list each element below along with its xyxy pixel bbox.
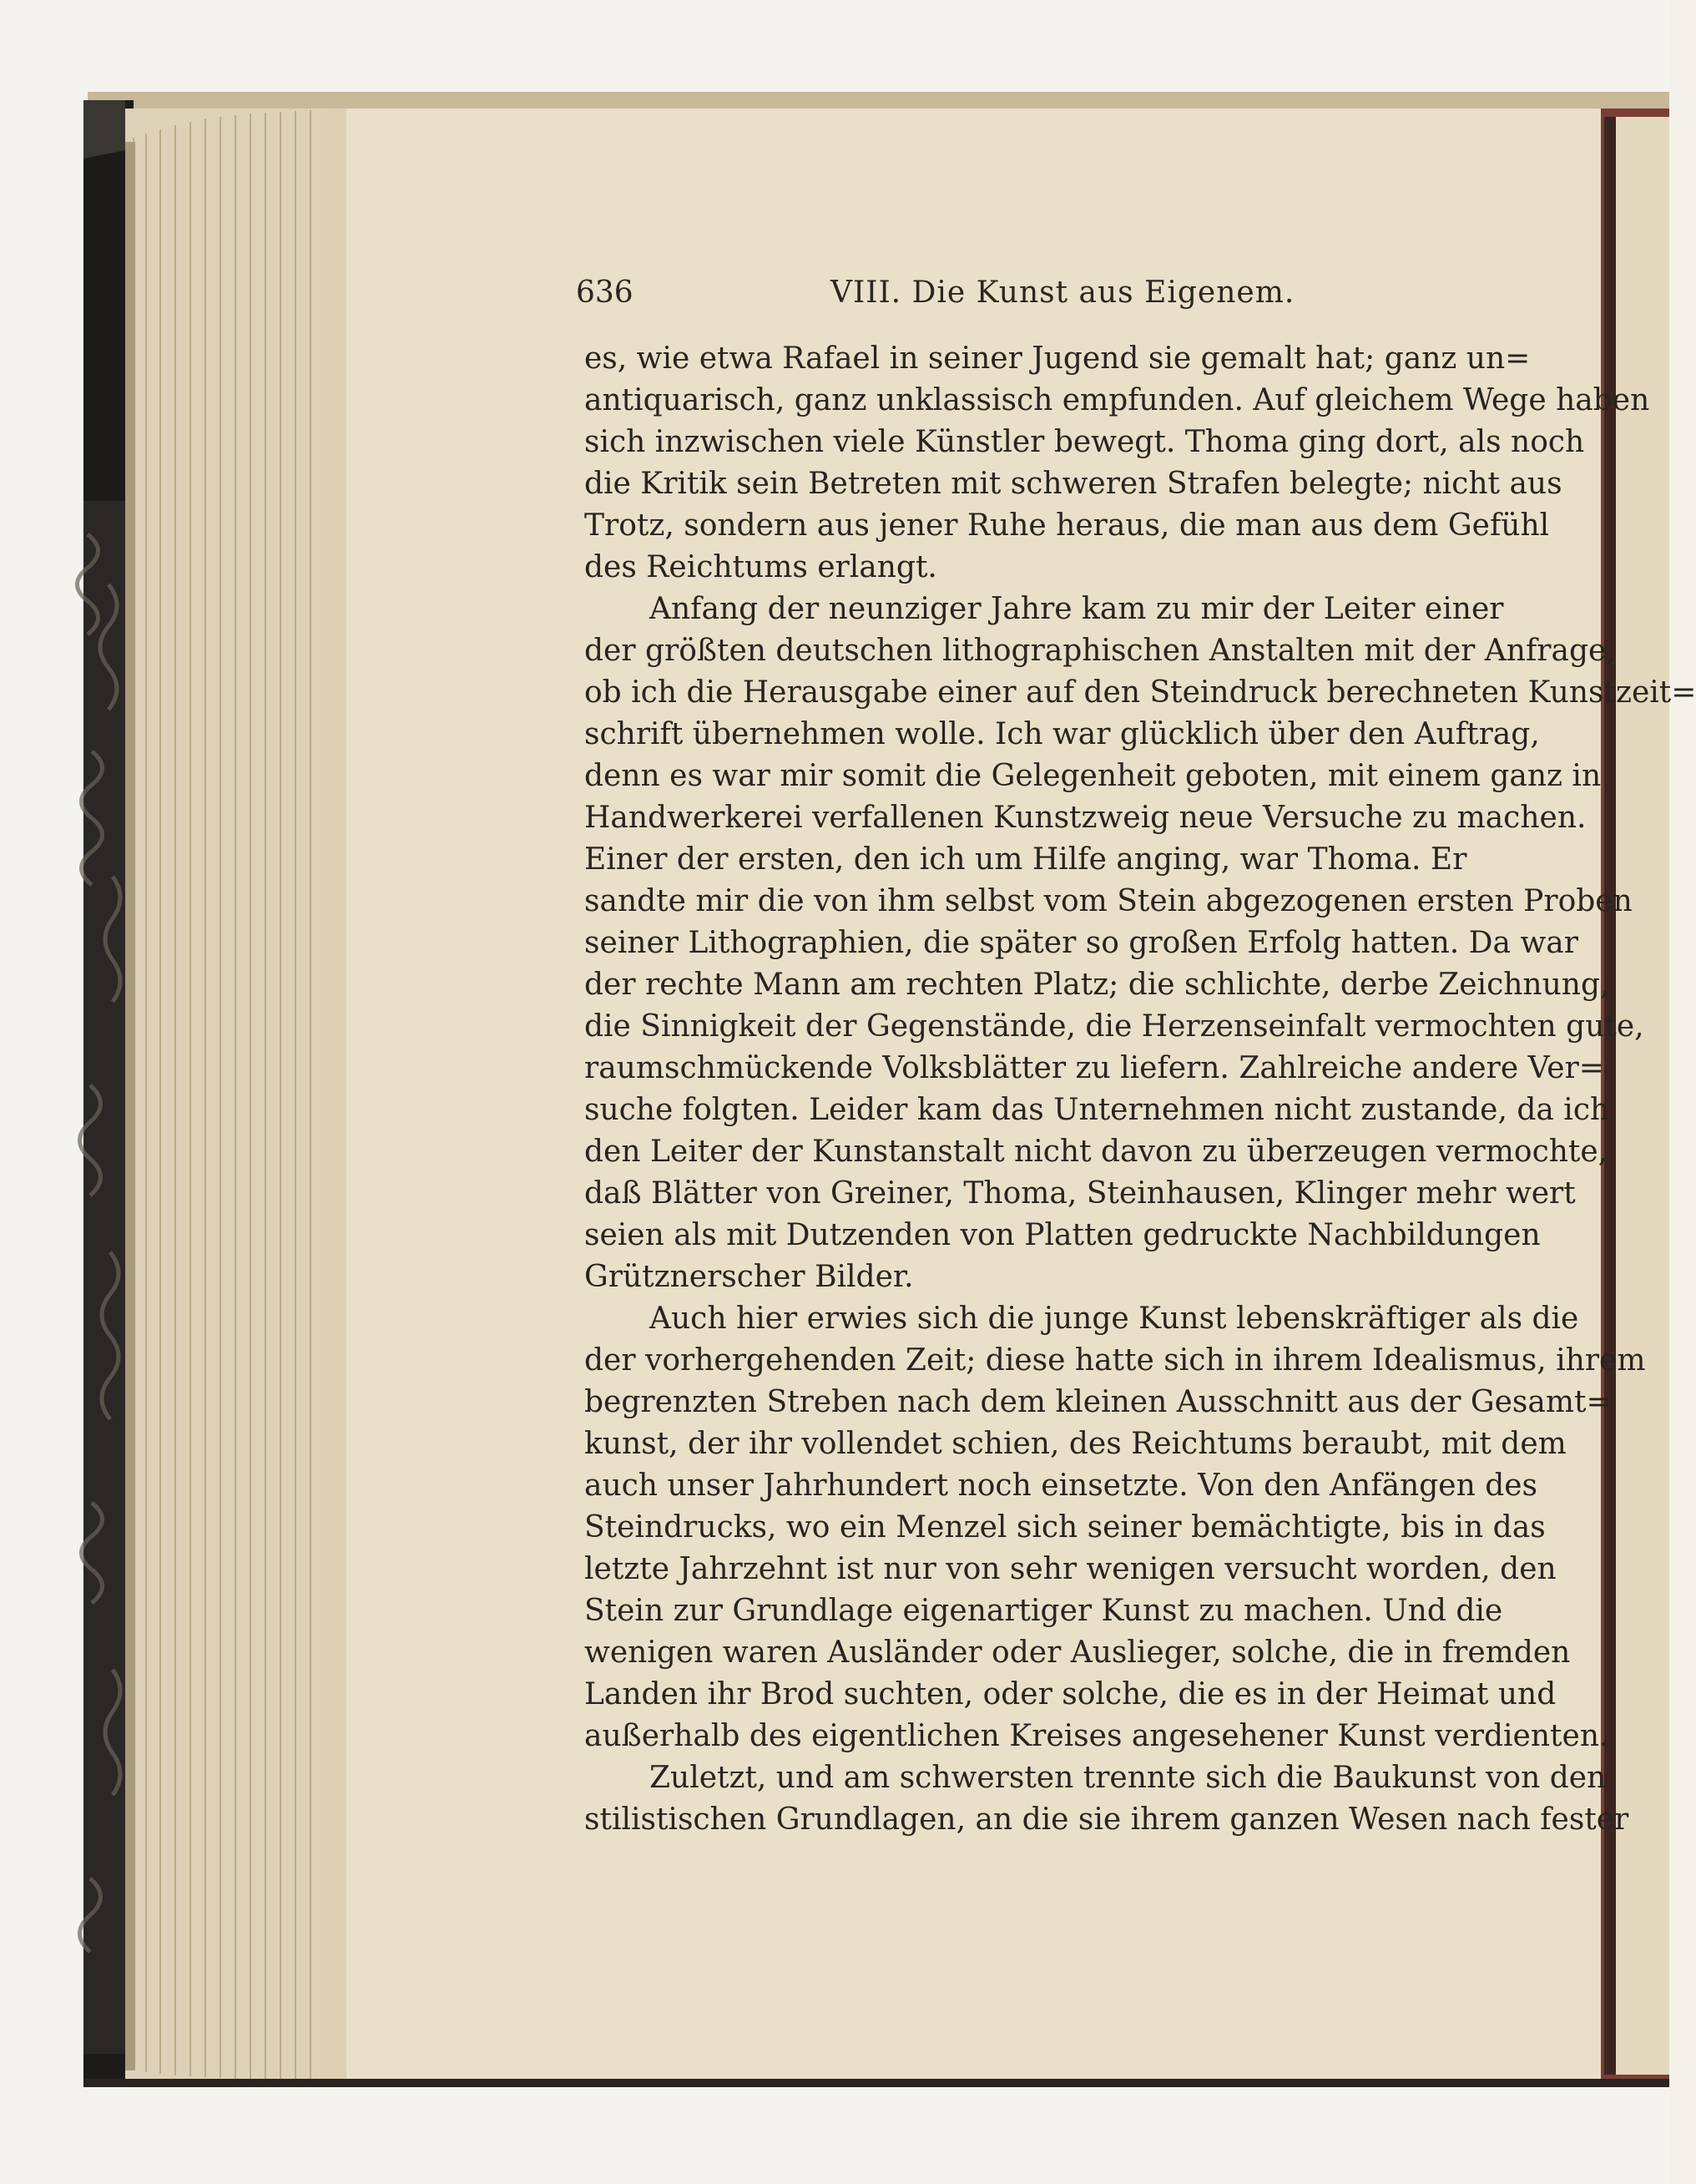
- text-line: Auch hier erwies sich die junge Kunst lebenskräftiger als die: [649, 1302, 1579, 1336]
- text-line: auch unser Jahrhundert noch einsetzte. Von den Anfängen des: [584, 1469, 1538, 1503]
- text-line: seiner Lithographien, die später so großen Erfolg hatten. Da war: [584, 926, 1578, 960]
- text-line: Landen ihr Brod suchten, oder solche, die es in der Heimat und: [584, 1677, 1557, 1711]
- page-number: 636: [576, 276, 633, 310]
- text-line: die Kritik sein Betreten mit schweren Strafen belegte; nicht aus: [584, 467, 1562, 501]
- text-line: letzte Jahrzehnt ist nur von sehr wenigen versucht worden, den: [584, 1552, 1557, 1586]
- text-line: Trotz, sondern aus jener Ruhe heraus, die man aus dem Gefühl: [584, 508, 1550, 543]
- text-line: sandte mir die von ihm selbst vom Stein abgezogenen ersten Proben: [584, 884, 1633, 918]
- text-line: die Sinnigkeit der Gegenstände, die Herzenseinfalt vermochten gute,: [584, 1009, 1644, 1044]
- text-line: den Leiter der Kunstanstalt nicht davon zu überzeugen vermochte,: [584, 1135, 1608, 1169]
- text-line: der größten deutschen lithographischen Anstalten mit der Anfrage,: [584, 634, 1616, 668]
- text-line: sich inzwischen viele Künstler bewegt. Thoma ging dort, als noch: [584, 425, 1585, 459]
- text-line: schrift übernehmen wolle. Ich war glücklich über den Auftrag,: [584, 717, 1540, 751]
- text-line: ob ich die Herausgabe einer auf den Steindruck berechneten Kunstzeit=: [584, 675, 1696, 710]
- text-line: seien als mit Dutzenden von Platten gedruckte Nachbildungen: [584, 1218, 1541, 1252]
- text-line: raumschmückende Volksblätter zu liefern. Zahlreiche andere Ver=: [584, 1051, 1604, 1085]
- text-line: Anfang der neunziger Jahre kam zu mir der Leiter einer: [649, 592, 1504, 626]
- text-line: Einer der ersten, den ich um Hilfe anging, war Thoma. Er: [584, 842, 1467, 877]
- text-line: Stein zur Grundlage eigenartiger Kunst zu machen. Und die: [584, 1594, 1503, 1628]
- text-line: Steindrucks, wo ein Menzel sich seiner bemächtigte, bis in das: [584, 1510, 1546, 1544]
- text-line: stilistischen Grundlagen, an die sie ihrem ganzen Wesen nach fester: [584, 1802, 1629, 1837]
- text-line: kunst, der ihr vollendet schien, des Reichtums beraubt, mit dem: [584, 1427, 1567, 1461]
- text-line: der vorhergehenden Zeit; diese hatte sich in ihrem Idealismus, ihrem: [584, 1343, 1646, 1378]
- text-line: daß Blätter von Greiner, Thoma, Steinhausen, Klinger mehr wert: [584, 1176, 1576, 1211]
- text-line: des Reichtums erlangt.: [584, 550, 937, 584]
- running-title: VIII. Die Kunst aus Eigenem.: [830, 276, 1295, 310]
- text-line: Zuletzt, und am schwersten trennte sich die Baukunst von den: [649, 1761, 1607, 1795]
- text-line: es, wie etwa Rafael in seiner Jugend sie gemalt hat; ganz un=: [584, 341, 1531, 376]
- text-line: Handwerkerei verfallenen Kunstzweig neue Versuche zu machen.: [584, 801, 1587, 835]
- text-line: antiquarisch, ganz unklassisch empfunden. Auf gleichem Wege haben: [584, 383, 1650, 417]
- text-line: suche folgten. Leider kam das Unternehmen nicht zustande, da ich: [584, 1093, 1610, 1127]
- text-line: der rechte Mann am rechten Platz; die schlichte, derbe Zeichnung,: [584, 968, 1610, 1002]
- text-line: begrenzten Streben nach dem kleinen Ausschnitt aus der Gesamt=: [584, 1385, 1612, 1419]
- text-line: außerhalb des eigentlichen Kreises angesehener Kunst verdienten.: [584, 1719, 1609, 1753]
- text-line: denn es war mir somit die Gelegenheit geboten, mit einem ganz in: [584, 759, 1602, 793]
- text-line: Grütznerscher Bilder.: [584, 1260, 914, 1294]
- page-header: [576, 276, 1444, 317]
- text-line: wenigen waren Ausländer oder Auslieger, solche, die in fremden: [584, 1635, 1571, 1670]
